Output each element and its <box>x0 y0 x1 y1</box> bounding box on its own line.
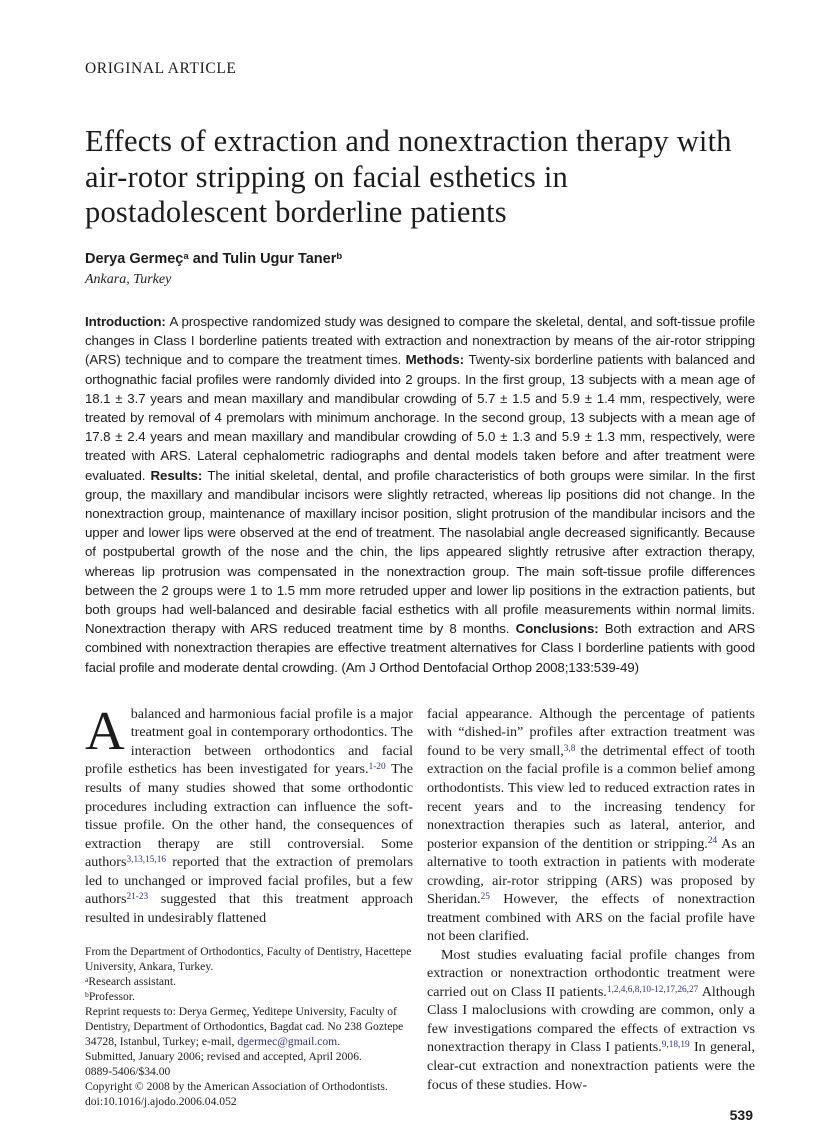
text-run: . <box>337 1034 341 1048</box>
opening-paragraph-text <box>85 699 413 926</box>
text-run: Conclusions: <box>515 621 605 637</box>
text-run: and Tulin Ugur Taner <box>188 251 337 268</box>
text-run: Submitted, January 2006; revised and accepted, April 2006. <box>85 1049 362 1063</box>
text-run: Reprint requests to: Derya Germeç, Yeditepe University, Faculty of Dentistry, Department of Orthodontics, Bagdat cad. No 238 Goztepe 34728, Istanbul, Turkey; e-mail, <box>85 1005 404 1048</box>
text-run: Copyright © 2008 by the American Association of Orthodontists. <box>85 1079 388 1093</box>
text-run: Twenty-six borderline patients with balanced and orthognathic facial profiles were randomly divided into 2 groups. In the first group, 13 subjects with a mean age of 18.1 ± 3.7 years and mean maxillary and mandibular crowding of 5.7 ± 1.5 and 5.9 ± 1.4 mm, respectively, were treated by removal of 4 premolars with minimum anchorage. In the second group, 13 subjects with a mean age of 17.8 ± 2.4 years and mean maxillary and mandibular crowding of 5.0 ± 1.3 and 5.9 ± 1.3 mm, respectively, were treated with ARS. Lateral cephalometric radiographs and dental models taken before and after treatment were evaluated. <box>85 352 755 483</box>
footnote-affiliation <box>85 945 413 975</box>
footnote-marker: b <box>336 250 343 262</box>
text-run: doi:10.1016/j.ajodo.2006.04.052 <box>85 1094 237 1108</box>
reference-superscript[interactable]: 1,2,4,6,8,10-12,17,26,27 <box>606 984 699 995</box>
article-type-label: ORIGINAL ARTICLE <box>85 60 237 77</box>
left-column <box>85 699 413 1122</box>
footnote-doi <box>85 1095 413 1110</box>
page-number: 539 <box>729 1107 753 1122</box>
text-run: A prospective randomized study was designed to compare the skeletal, dental, and soft-tissue profile changes in Class I borderline patients treated with extraction and nonextraction by means of the air-rotor stripping (ARS) technique and to compare the treatment times. <box>85 314 755 368</box>
drop-cap-letter: A <box>85 699 125 761</box>
reference-superscript[interactable]: 3,8 <box>563 743 576 754</box>
text-run: Although Class I maloclusions with crowding are common, only a few investigations compared the effects of extraction vs nonextraction therapy in Class I patients. <box>427 983 755 1056</box>
footnote-reprint-requests <box>85 1005 413 1050</box>
text-run: From the Department of Orthodontics, Faculty of Dentistry, Hacettepe University, Ankara, Turkey. <box>85 945 412 974</box>
text-run: Professor. <box>88 990 135 1004</box>
reference-superscript[interactable]: 9,18,19 <box>661 1040 690 1051</box>
footnote-block <box>85 945 413 1109</box>
text-run: Methods: <box>405 352 469 368</box>
text-run: Most studies evaluating facial profile changes from extraction or nonextraction orthodontic treatment were carried out on Class II patients. <box>427 946 755 1000</box>
text-run: reported that the extraction of premolars led to unchanged or improved facial profiles, but a few authors <box>85 854 413 908</box>
email-link[interactable]: dgermec@gmail.com <box>237 1034 338 1048</box>
right-column <box>427 705 755 1122</box>
reference-superscript[interactable]: 25 <box>480 892 490 902</box>
right-paragraph-2 <box>427 946 755 1094</box>
article-title: Effects of extraction and nonextraction therapy with air-rotor stripping on facial esthetics in postadolescent borderline patients <box>85 124 732 230</box>
footnote-marker: a <box>183 250 189 262</box>
text-run: Derya Germeç <box>85 251 184 268</box>
two-column-body <box>85 699 756 1122</box>
footnote-marker: b <box>85 989 89 999</box>
reference-superscript[interactable]: 3,13,15,16 <box>126 854 167 865</box>
text-run: The initial skeletal, dental, and profile characteristics of both groups were similar. In the first group, the maxillary and mandibular incisors were slightly retracted, whereas lip positions did not change. In the nonextraction group, maintenance of maxillary incisor position, slight protrusion of the mandibular incisors and the upper and lower lips were observed at the end of treatment. The nasolabial angle decreased significantly. Because of postpubertal growth of the nose and the chin, the lips appeared slightly retrusive after extraction therapy, whereas lip protrusion was compensated in the nonextraction group. The main soft-tissue profile differences between the 2 groups were 1 to 1.5 mm more retruded upper and lower lip positions in the extraction patients, but both groups had well-balanced and desirable facial esthetics with all profile measurements within normal limits. Nonextraction therapy with ARS reduced treatment time by 8 months. <box>85 467 755 637</box>
text-run: In general, clear-cut extraction and nonextraction patients were the focus of these studies. How- <box>427 1039 755 1093</box>
reference-superscript[interactable]: 21-23 <box>126 892 149 902</box>
text-run: As an alternative to tooth extraction in patients with moderate crowding, air-rotor stripping (ARS) was proposed by Sheridan. <box>427 835 756 908</box>
text-run: Introduction: <box>85 314 170 330</box>
text-run: balanced and harmonious facial profile is a major treatment goal in contemporary orthodontics. The interaction between orthodontics and facial profile esthetics has been investigated for years. <box>85 705 413 778</box>
footnote-author-b <box>85 990 413 1005</box>
text-run: facial appearance. Although the percentage of patients with “dished-in” profiles after extraction treatment was found to be very small, <box>427 705 755 759</box>
affiliation-line: Ankara, Turkey <box>85 272 172 288</box>
text-run: the detrimental effect of tooth extraction on the facial profile is a common belief among orthodontists. This view led to reduced extraction rates in recent years and to the increasing tendency for nonextraction therapies such as lateral, anterior, and posterior expansion of the dentition or stripping. <box>427 742 755 852</box>
text-run: The results of many studies showed that some orthodontic procedures including extraction can influence the soft-tissue profile. On the other hand, the consequences of extraction therapy are still controversial. Some authors <box>85 761 413 871</box>
right-paragraph-1 <box>427 705 755 946</box>
text-run: Results: <box>150 467 208 483</box>
authors-line <box>85 251 755 267</box>
text-run: suggested that this treatment approach resulted in undesirably flattened <box>85 891 413 926</box>
footnote-author-a <box>85 975 413 990</box>
footnote-marker: a <box>85 974 89 984</box>
abstract-text <box>85 312 755 677</box>
text-run: 0889-5406/$34.00 <box>85 1064 171 1078</box>
text-run: Research assistant. <box>88 975 176 989</box>
reference-superscript[interactable]: 24 <box>707 836 718 847</box>
opening-paragraph <box>85 699 413 927</box>
text-run: However, the effects of nonextraction treatment combined with ARS on the facial profile have not been clarified. <box>427 891 755 945</box>
text-run: Both extraction and ARS combined with nonextraction therapies are effective treatment alternatives for Class I borderline patients with good facial profile and moderate dental crowding. (Am J Orthod Dentofacial Orthop 2008;133:539-49) <box>85 621 755 675</box>
footnote-copyright <box>85 1080 413 1095</box>
reference-superscript[interactable]: 1-20 <box>368 762 386 773</box>
footnote-submission-dates <box>85 1050 413 1065</box>
footnote-issn-price <box>85 1065 413 1080</box>
